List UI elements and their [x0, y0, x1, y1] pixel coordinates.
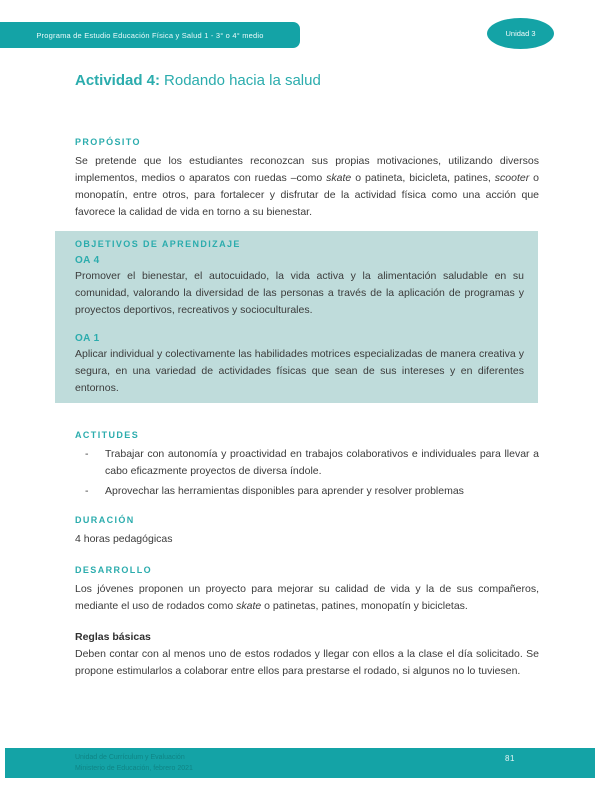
- duracion-heading: DURACIÓN: [75, 515, 135, 525]
- desarrollo-heading: DESARROLLO: [75, 565, 152, 575]
- reglas-basicas-heading: Reglas básicas: [75, 631, 151, 643]
- list-dash-marker: -: [85, 448, 89, 460]
- page-title-prefix: Actividad 4:: [75, 72, 161, 89]
- reglas-basicas-text: Deben contar con al menos uno de estos rodados y llegar con ellos a la clase el día solicitado. Se propone estimularlos a colaborar entre ellos para prestarse el rodado, si algunos no lo tuviesen.: [75, 648, 539, 677]
- oa-spacer: [75, 319, 524, 331]
- duracion-text: 4 horas pedagógicas: [75, 533, 173, 545]
- oa1-label: OA 1: [75, 333, 100, 344]
- footer-bar: [5, 748, 595, 778]
- page-number: 81: [505, 754, 515, 763]
- desarrollo-paragraph: [75, 581, 539, 615]
- actitudes-item-2: Aprovechar las herramientas disponibles para aprender y resolver problemas: [105, 485, 464, 497]
- proposito-text: Se pretende que los estudiantes reconozcan sus propias motivaciones, utilizando diversos implementos, medios o aparatos con ruedas –como: [75, 155, 539, 184]
- unit-badge: Unidad 3: [487, 18, 554, 49]
- proposito-text: o monopatín, entre otros, para fortalecer y disfrutar de la actividad física como una acción que favorece la calidad de vida en torno a su bienestar.: [75, 172, 539, 218]
- objetivos-heading: OBJETIVOS DE APRENDIZAJE: [75, 239, 241, 249]
- oa4-text: Promover el bienestar, el autocuidado, la vida activa y la alimentación saludable en su comunidad, valorando la diversidad de las personas a través de la aplicación de programas y proyectos deportivos, recreativos y socioculturales.: [75, 270, 524, 316]
- section-duracion: [75, 515, 539, 548]
- actitudes-item-1: Trabajar con autonomía y proactividad en trabajos colaborativos e individuales para llevar a cabo eficazmente proyectos de diversa índole.: [105, 448, 539, 477]
- section-proposito: [75, 137, 539, 221]
- desarrollo-text: Los jóvenes proponen un proyecto para mejorar su calidad de vida y la de sus compañeros, mediante el uso de rodados como: [75, 583, 539, 612]
- list-item: [75, 446, 539, 480]
- section-actitudes: [75, 430, 539, 500]
- section-desarrollo: [75, 565, 539, 680]
- list-dash-marker: -: [85, 485, 89, 497]
- oa4-label: OA 4: [75, 255, 100, 266]
- desarrollo-text: o patinetas, patines, monopatín y bicicletas.: [261, 600, 468, 612]
- proposito-paragraph: [75, 153, 539, 221]
- proposito-heading: PROPÓSITO: [75, 137, 141, 147]
- footer-line2: Ministerio de Educación, febrero 2021: [75, 765, 193, 772]
- page-title-rest: Rodando hacia la salud: [164, 72, 321, 89]
- oa1-text: Aplicar individual y colectivamente las habilidades motrices especializadas de manera creativa y segura, en una variedad de actividades físicas que sean de sus intereses y en diferentes entornos.: [75, 348, 524, 394]
- content-column: [75, 137, 539, 680]
- section-objetivos-box: [55, 231, 538, 403]
- program-header-bar: [0, 22, 300, 48]
- footer-credits: [75, 752, 193, 774]
- footer-line1: Unidad de Currículum y Evaluación: [75, 754, 185, 761]
- program-header-label: Programa de Estudio Educación Física y Salud 1 - 3° o 4° medio: [36, 30, 264, 40]
- list-item: [75, 483, 539, 500]
- actitudes-heading: ACTITUDES: [75, 430, 140, 440]
- proposito-text: o patineta, bicicleta, patines,: [351, 172, 495, 184]
- page-title: [75, 72, 321, 89]
- proposito-italic-scooter: scooter: [494, 172, 530, 184]
- proposito-italic-skate: skate: [326, 172, 352, 184]
- desarrollo-italic-skate: skate: [236, 600, 262, 612]
